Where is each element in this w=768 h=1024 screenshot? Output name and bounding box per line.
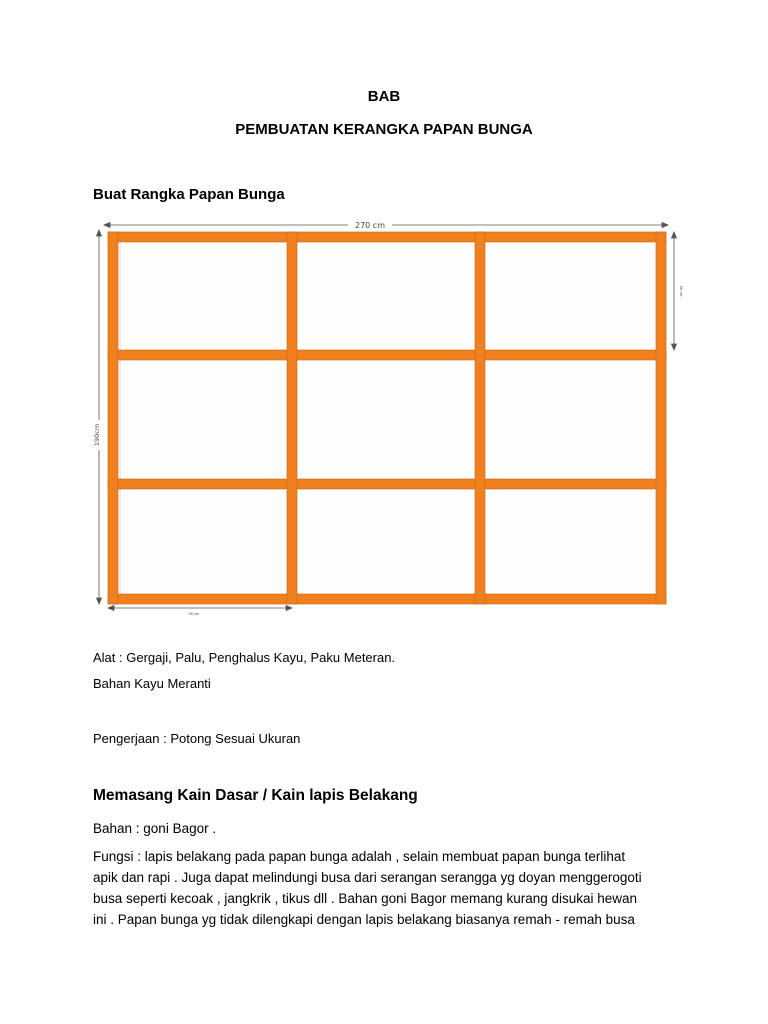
section-title-frame: Buat Rangka Papan Bunga <box>93 186 285 203</box>
right-dimension-label: 90 cm <box>679 285 683 297</box>
height-dimension-label: 190cm <box>93 423 101 447</box>
frame-bar-right <box>656 232 666 604</box>
paragraph-line: apik dan rapi . Juga dapat melindungi busa dari serangan serangga yg doyan menggerogoti <box>93 870 642 885</box>
paragraph-line: busa seperti kecoak , jangkrik , tikus dll . Bahan goni Bagor memang kurang disukai hewan <box>93 891 638 906</box>
paragraph-line: ini . Papan bunga yg tidak dilengkapi dengan lapis belakang biasanya remah - remah busa <box>93 912 635 927</box>
frame-bar-vmid2 <box>475 232 485 604</box>
frame-bar-mid2 <box>108 479 666 489</box>
section2-material: Bahan : goni Bagor . <box>93 821 217 836</box>
width-dimension-label: 270 cm <box>354 221 386 230</box>
frame-panels <box>120 240 666 602</box>
paragraph-line: Fungsi : lapis belakang pada papan bunga adalah , selain membuat papan bunga terlihat <box>93 849 626 864</box>
frame-bar-vmid1 <box>287 232 297 604</box>
tools-line: Alat : Gergaji, Palu, Penghalus Kayu, Paku Meteran. <box>93 650 396 665</box>
chapter-heading: BAB <box>367 88 401 105</box>
work-line: Pengerjaan : Potong Sesuai Ukuran <box>93 731 301 746</box>
section-title-backing: Memasang Kain Dasar / Kain lapis Belakang <box>93 787 418 804</box>
chapter-title: PEMBUATAN KERANGKA PAPAN BUNGA <box>235 121 533 138</box>
frame-bar-top <box>108 232 666 242</box>
section2-paragraph <box>93 846 693 930</box>
frame-bar-left <box>108 232 118 604</box>
bottom-dimension-label: 90 cm <box>188 612 200 616</box>
frame-bar-bottom <box>108 594 666 604</box>
frame-diagram <box>90 212 690 616</box>
frame-bar-mid1 <box>108 350 666 360</box>
material-line: Bahan Kayu Meranti <box>93 676 211 691</box>
